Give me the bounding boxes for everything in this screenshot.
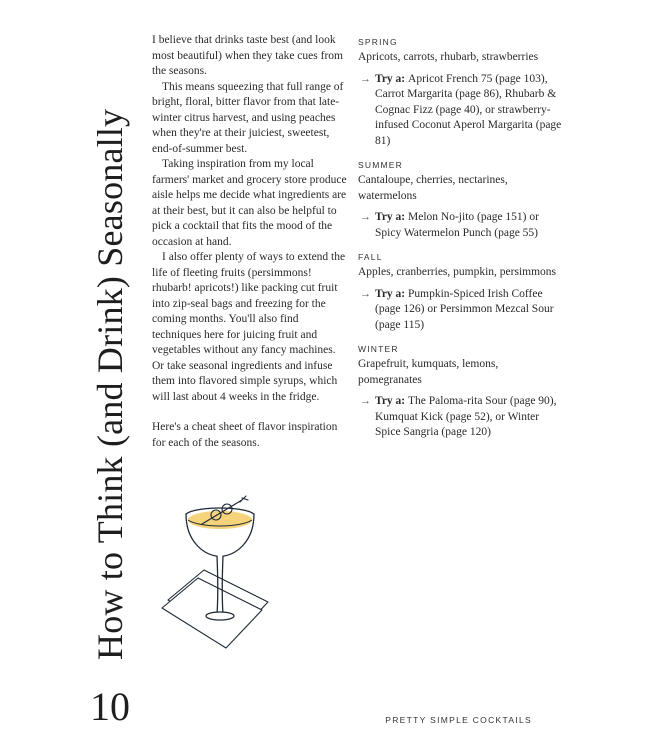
arrow-right-icon: → bbox=[360, 395, 371, 407]
try-label: Try a: bbox=[375, 72, 409, 85]
season-fruits: Cantaloupe, cherries, nectarines, watermelons bbox=[358, 174, 508, 202]
season-heading: WINTER bbox=[358, 344, 399, 354]
season-fall bbox=[358, 251, 563, 333]
seasons-column bbox=[358, 36, 563, 451]
arrow-right-icon: → bbox=[360, 287, 371, 300]
try-text: Apricot French 75 (page 103), Carrot Margarita (page 86), Rhubarb & Cognac Fizz (page 40), or strawberry-infused Coconut Aperol Margarita (page 81) bbox=[375, 72, 562, 147]
cocktail-coupe-glass-icon bbox=[160, 490, 280, 655]
running-footer: PRETTY SIMPLE COCKTAILS bbox=[385, 715, 532, 725]
try-suggestion bbox=[358, 210, 563, 241]
season-fruits: Apricots, carrots, rhubarb, strawberries bbox=[358, 51, 539, 63]
arrow-right-icon: → bbox=[360, 211, 371, 223]
season-winter bbox=[358, 343, 563, 441]
try-label: Try a: bbox=[375, 395, 409, 407]
season-spring bbox=[358, 36, 563, 149]
page-title bbox=[85, 40, 135, 660]
season-summer bbox=[358, 159, 563, 241]
try-label: Try a: bbox=[375, 211, 409, 223]
arrow-right-icon: → bbox=[360, 72, 371, 85]
try-text: Pumpkin-Spiced Irish Coffee (page 126) or Persimmon Mezcal Sour (page 115) bbox=[375, 287, 554, 331]
intro-paragraph-5: Here's a cheat sheet of flavor inspiration for each of the seasons. bbox=[152, 421, 338, 449]
page-title-text: How to Think (and Drink) Seasonally bbox=[90, 108, 130, 660]
season-fruits: Apples, cranberries, pumpkin, persimmons bbox=[358, 266, 557, 278]
page-number: 10 bbox=[90, 684, 130, 729]
season-heading: SPRING bbox=[358, 37, 398, 47]
intro-paragraph-1: I believe that drinks taste best (and look most beautiful) when they take cues from the seasons. bbox=[152, 34, 343, 77]
season-heading: SUMMER bbox=[358, 160, 403, 170]
intro-paragraph-3: Taking inspiration from my local farmers' market and grocery store produce aisle helps me decide what ingredients are at their best, but it can also be helpful to pick a cocktail that fits the mood of the occasion at hand. bbox=[152, 158, 347, 248]
try-text: Melon No-jito (page 151) or Spicy Watermelon Punch (page 55) bbox=[375, 211, 539, 239]
try-suggestion bbox=[358, 287, 563, 334]
try-suggestion bbox=[358, 394, 563, 441]
try-label: Try a: bbox=[375, 287, 409, 300]
intro-paragraph-2: This means squeezing that full range of bright, floral, bitter flavor from that late-winter citrus harvest, and using peaches when they're at their juiciest, sweetest, end-of-summer best. bbox=[152, 80, 344, 155]
intro-paragraph-4: I also offer plenty of ways to extend the life of fleeting fruits (persimmons! rhubarb! apricots!) like packing cut fruit into zip-seal bags and freezing for the coming months. You'll also find techniques here for juicing fruit and vegetables without any fancy machines. Or take seasonal ingredients and infuse them into flavored simple syrups, which will last about 4 weeks in the fridge. bbox=[152, 251, 346, 403]
try-suggestion bbox=[358, 72, 563, 150]
season-fruits: Grapefruit, kumquats, lemons, pomegranates bbox=[358, 358, 499, 386]
intro-column bbox=[152, 33, 347, 451]
season-heading: FALL bbox=[358, 252, 383, 262]
try-text: The Paloma-rita Sour (page 90), Kumquat Kick (page 52), or Winter Spice Sangria (page 120) bbox=[375, 395, 557, 438]
